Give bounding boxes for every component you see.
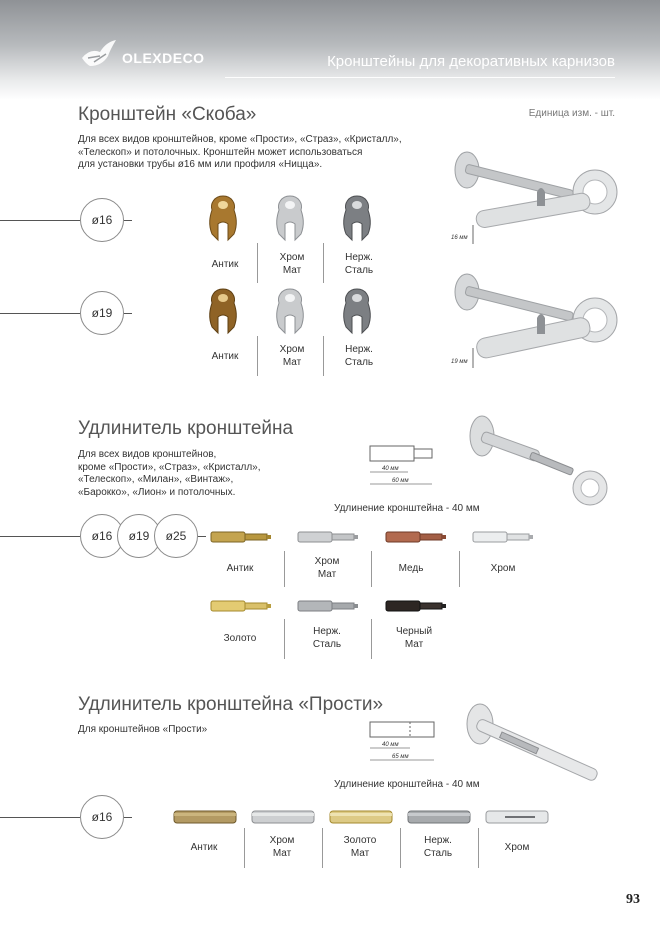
- finish-label: [205, 258, 245, 271]
- finish-name: Золото: [343, 835, 377, 846]
- section-desc-extender: [78, 449, 261, 499]
- bracket-chrome-mat-image: [273, 287, 307, 335]
- prosti-extender-chrome-image: [485, 809, 549, 825]
- desc-line: для установки трубы ø16 мм или профиля «Ницца».: [78, 159, 323, 170]
- prosti-caption: Удлинение кронштейна - 40 мм: [334, 779, 480, 790]
- finish-label: [307, 625, 347, 651]
- desc-line: «Телескоп» и потолочных. Кронштейн может использоваться: [78, 146, 363, 158]
- prosti-extender-chrome-mat-image: [251, 809, 315, 825]
- finish-name-2: Мат: [404, 639, 424, 650]
- column-divider: [257, 336, 258, 376]
- row-line: [0, 817, 80, 818]
- extender-dimension-drawing: [368, 444, 443, 490]
- finish-name: Хром: [314, 556, 340, 567]
- finish-label: [272, 343, 312, 369]
- finish-label: [497, 841, 537, 854]
- finish-label: [418, 834, 458, 860]
- finish-name: Нерж.: [424, 835, 452, 846]
- prosti-extender-steel-image: [407, 809, 471, 825]
- finish-name-2: Сталь: [312, 639, 342, 650]
- finish-name: Нерж.: [345, 252, 373, 263]
- desc-line: кроме «Прости», «Страз», «Кристалл»,: [78, 461, 261, 473]
- finish-name: Хром: [279, 252, 305, 263]
- finish-label: [220, 562, 260, 575]
- finish-label: [483, 562, 523, 575]
- row-line: [0, 220, 80, 221]
- finish-name-2: Мат: [350, 848, 370, 859]
- logo-mark-icon: [78, 36, 122, 76]
- page-number: 93: [626, 892, 640, 907]
- section-desc-prosti: [78, 724, 207, 737]
- finish-label: [394, 625, 434, 651]
- finish-name-2: Мат: [272, 848, 292, 859]
- finish-name: Хром: [279, 344, 305, 355]
- finish-name-2: Сталь: [423, 848, 453, 859]
- column-divider: [371, 551, 372, 587]
- extender-antique-image: [210, 530, 272, 544]
- dim-label: 40 мм: [382, 742, 399, 748]
- extender-chrome-image: [472, 530, 534, 544]
- brand-logo: [78, 36, 223, 76]
- diameter-badge: ø16: [80, 198, 124, 242]
- desc-line: Для всех видов кронштейнов,: [78, 449, 217, 460]
- finish-label: [339, 343, 379, 369]
- extender-chrome-mat-image: [297, 530, 359, 544]
- finish-name: Антик: [226, 563, 254, 574]
- section-title-prosti: Удлинитель кронштейна «Прости»: [78, 694, 384, 715]
- finish-name: Черный: [395, 626, 433, 637]
- desc-line: «Барокко», «Лион» и потолочных.: [78, 486, 236, 498]
- dim-label: 65 мм: [392, 754, 409, 760]
- dim-label: 40 мм: [382, 466, 399, 472]
- row-line: [124, 817, 132, 818]
- finish-label: [339, 251, 379, 277]
- row-line: [198, 536, 206, 537]
- finish-name: Хром: [269, 835, 295, 846]
- column-divider: [371, 619, 372, 659]
- column-divider: [323, 336, 324, 376]
- extender-steel-image: [297, 599, 359, 613]
- finish-name: Антик: [190, 842, 218, 853]
- dim-label: 60 мм: [392, 478, 409, 484]
- finish-label: [262, 834, 302, 860]
- finish-label: [205, 350, 245, 363]
- diameter-badge: ø19: [117, 514, 161, 558]
- row-line: [124, 220, 132, 221]
- column-divider: [284, 619, 285, 659]
- finish-name-2: Мат: [317, 569, 337, 580]
- prosti-extender-gold-mat-image: [329, 809, 393, 825]
- dim-label: 19 мм: [451, 359, 468, 365]
- column-divider: [400, 828, 401, 868]
- unit-note: Единица изм. - шт.: [528, 108, 615, 119]
- column-divider: [257, 243, 258, 283]
- extender-bracket-illustration: [462, 408, 612, 508]
- extender-black-image: [385, 599, 447, 613]
- prosti-extender-dimension-drawing: [368, 720, 443, 766]
- finish-name-2: Сталь: [344, 265, 374, 276]
- desc-line: Для всех видов кронштейнов, кроме «Прости», «Страз», «Кристалл»,: [78, 134, 402, 145]
- diameter-badge: ø16: [80, 795, 124, 839]
- prosti-extender-antique-image: [173, 809, 237, 825]
- extender-copper-image: [385, 530, 447, 544]
- finish-label: [184, 841, 224, 854]
- finish-name: Нерж.: [313, 626, 341, 637]
- diameter-badge: ø25: [154, 514, 198, 558]
- desc-line: «Телескоп», «Милан», «Винтаж»,: [78, 474, 234, 485]
- page-header: [0, 0, 660, 100]
- finish-label: [391, 562, 431, 575]
- column-divider: [244, 828, 245, 868]
- bracket-16-illustration: [445, 140, 625, 250]
- section-title-extender: Удлинитель кронштейна: [78, 418, 294, 439]
- bracket-steel-image: [340, 287, 374, 335]
- column-divider: [459, 551, 460, 587]
- desc-line: Для кронштейнов «Прости»: [78, 724, 208, 735]
- finish-name: Золото: [223, 633, 257, 644]
- finish-name: Хром: [504, 842, 530, 853]
- bracket-antique-image: [206, 194, 240, 242]
- bracket-19-illustration: [445, 262, 625, 372]
- bracket-antique-image: [206, 287, 240, 335]
- finish-name-2: Сталь: [344, 357, 374, 368]
- extender-caption: Удлинение кронштейна - 40 мм: [334, 503, 480, 514]
- finish-name-2: Мат: [282, 357, 302, 368]
- column-divider: [323, 243, 324, 283]
- finish-name-2: Мат: [282, 265, 302, 276]
- row-line: [0, 536, 80, 537]
- brand-name: OLEXDECO: [122, 50, 205, 66]
- column-divider: [478, 828, 479, 868]
- finish-label: [272, 251, 312, 277]
- header-divider: [225, 77, 615, 78]
- column-divider: [284, 551, 285, 587]
- diameter-badge: ø16: [80, 514, 124, 558]
- dim-label: 16 мм: [451, 235, 468, 241]
- finish-label: [307, 555, 347, 581]
- extender-gold-image: [210, 599, 272, 613]
- finish-name: Медь: [398, 563, 424, 574]
- row-line: [124, 313, 132, 314]
- finish-name: Антик: [211, 259, 239, 270]
- finish-name: Нерж.: [345, 344, 373, 355]
- bracket-chrome-mat-image: [273, 194, 307, 242]
- section-desc-skoba: [78, 134, 402, 172]
- page-header-title: Кронштейны для декоративных карнизов: [327, 53, 615, 70]
- finish-label: [340, 834, 380, 860]
- row-line: [0, 313, 80, 314]
- bracket-steel-image: [340, 194, 374, 242]
- finish-name: Антик: [211, 351, 239, 362]
- section-title-skoba: Кронштейн «Скоба»: [78, 104, 257, 125]
- diameter-badge: ø19: [80, 291, 124, 335]
- finish-name: Хром: [490, 563, 516, 574]
- finish-label: [220, 632, 260, 645]
- prosti-bracket-illustration: [462, 698, 612, 798]
- column-divider: [322, 828, 323, 868]
